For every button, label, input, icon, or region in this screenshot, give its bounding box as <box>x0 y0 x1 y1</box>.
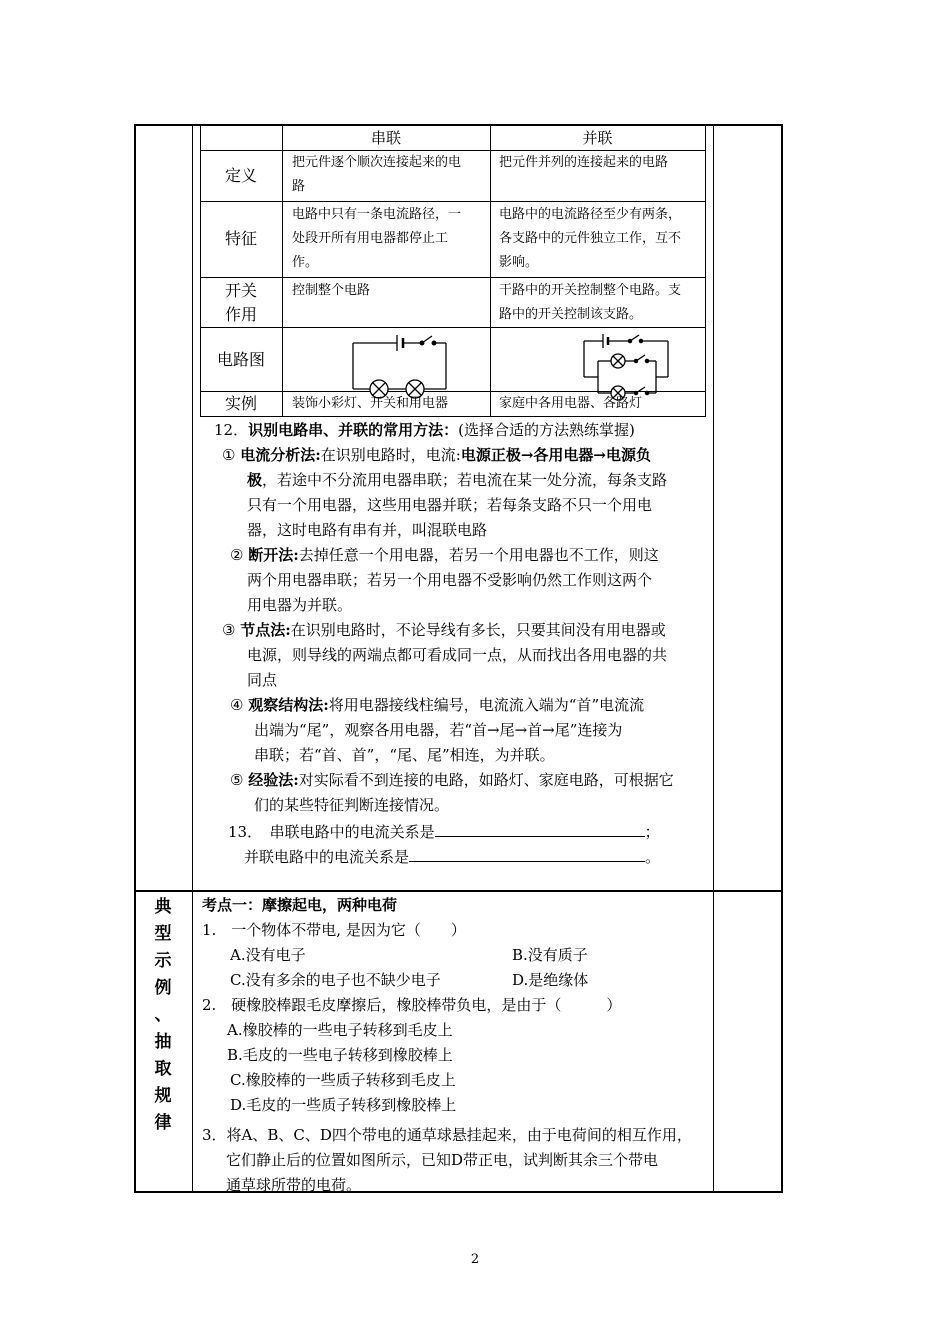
q13-series-text: 串联电路中的电流关系是 <box>269 823 435 841</box>
switch-parallel-l2: 路中的开关控制该支路。 <box>499 307 643 322</box>
method1-bold-path: 电源正极→各用电器→电源负 <box>460 446 651 464</box>
inner-divider-1 <box>282 124 283 416</box>
method1-text: ，若途中不分流用电器串联；若电流在某一处分流，每条支路 <box>262 471 668 489</box>
method1-line3: 只有一个用电器，这些用电器并联；若每条支路不只一个用电 <box>247 496 653 514</box>
side-label-char: 例 <box>154 978 172 998</box>
definition-series-l2: 路 <box>292 179 306 194</box>
method3-line3: 同点 <box>247 671 278 689</box>
header-parallel: 并联 <box>582 129 613 147</box>
methods-heading <box>214 418 635 442</box>
feature-series-l1: 电路中只有一条电流路径，一 <box>292 207 462 222</box>
q13-parallel-line <box>244 843 660 869</box>
method5-title: 经验法: <box>248 771 299 789</box>
side-label-char: 规 <box>154 1086 172 1106</box>
q13-parallel-blank[interactable] <box>409 843 645 862</box>
method2-line2: 两个用电器串联；若另一个用电器不受影响仍然工作则这两个 <box>247 571 653 589</box>
switch-parallel-l1: 干路中的开关控制整个电路。支 <box>499 283 682 298</box>
example-parallel: 家庭中各用电器、各路灯 <box>499 396 643 411</box>
example-series: 装饰小彩灯、开关和用电器 <box>292 396 449 411</box>
section2-heading: 考点一：摩擦起电，两种电荷 <box>202 896 398 914</box>
method5-text: 对实际看不到连接的电路，如路灯、家庭电路，可根据它 <box>298 771 674 789</box>
method2-line1 <box>230 543 659 567</box>
outer-left-border <box>134 124 136 1193</box>
feature-series-l3: 作。 <box>292 255 319 270</box>
methods-heading-number: 12． <box>214 421 249 439</box>
q1-stem: 1. 一个物体不带电, 是因为它（ ） <box>202 921 466 939</box>
q2-stem: 2. 硬橡胶棒跟毛皮摩擦后，橡胶棒带负电，是由于（ ） <box>202 996 622 1014</box>
inner-bottom-line <box>200 416 706 417</box>
q2-option-c[interactable]: C.橡胶棒的一些质子转移到毛皮上 <box>230 1071 456 1089</box>
method4-text: 将用电器接线柱编号，电流流入端为“首”电流流 <box>328 696 645 714</box>
method3-line2: 电源，则导线的两端点都可看成同一点，从而找出各用电器的共 <box>247 646 668 664</box>
method1-line2 <box>247 468 667 492</box>
side-label-char: 取 <box>154 1059 172 1079</box>
method1-text: 在识别电路时，电流: <box>320 446 461 464</box>
method5-line1 <box>230 768 674 792</box>
side-label-char: 示 <box>154 951 172 971</box>
side-label-char: 典 <box>154 897 172 917</box>
method2-number: ② <box>230 546 244 564</box>
row-label-definition: 定义 <box>224 166 257 185</box>
q13-parallel-text: 并联电路中的电流关系是 <box>244 848 410 866</box>
q2-option-b[interactable]: B.毛皮的一些电子转移到橡胶棒上 <box>227 1046 453 1064</box>
side-label-char: 、 <box>154 1005 172 1025</box>
method1-line1 <box>222 443 651 467</box>
q13-number: 13． <box>228 823 255 841</box>
side-label <box>143 894 183 1137</box>
methods-heading-note: (选择合适的方法熟练掌握) <box>458 421 635 439</box>
method1-title: 电流分析法: <box>240 446 321 464</box>
inner-right-border <box>705 124 706 416</box>
feature-parallel-l2: 各支路中的元件独立工作，互不 <box>499 231 682 246</box>
q2-option-d[interactable]: D.毛皮的一些质子转移到橡胶棒上 <box>230 1096 457 1114</box>
definition-series-l1: 把元件逐个顺次连接起来的电 <box>292 155 462 170</box>
q1-option-c[interactable]: C.没有多余的电子也不缺少电子 <box>230 971 441 989</box>
method4-title: 观察结构法: <box>248 696 329 714</box>
q1-option-d[interactable]: D.是绝缘体 <box>512 971 589 989</box>
row-label-example: 实例 <box>224 394 257 413</box>
q3-line2: 它们静止后的位置如图所示，已知D带正电，试判断其余三个带电 <box>226 1151 659 1169</box>
method4-number: ④ <box>230 696 244 714</box>
definition-parallel-l1: 把元件并列的连接起来的电路 <box>499 155 669 170</box>
header-series: 串联 <box>370 129 401 147</box>
row-label-switch-l1: 开关 <box>224 281 257 300</box>
method3-text: 在识别电路时，不论导线有多长，只要其间没有用电器或 <box>290 621 666 639</box>
switch-series-l1: 控制整个电路 <box>292 283 371 298</box>
side-label-char: 抽 <box>154 1032 172 1052</box>
method5-number: ⑤ <box>230 771 244 789</box>
feature-series-l2: 处段开所有用电器都停止工 <box>292 231 449 246</box>
outer-right-border <box>781 124 783 1193</box>
feature-parallel-l3: 影响。 <box>499 255 539 270</box>
method2-title: 断开法: <box>248 546 299 564</box>
method4-line3: 串联；若“首、首”，“尾、尾”相连，为并联。 <box>254 746 555 764</box>
feature-parallel-l1: 电路中的电流路径至少有两条， <box>499 207 682 222</box>
q13-series-end: ； <box>644 823 660 841</box>
method2-text: 去掉任意一个用电器，若另一个用电器也不工作，则这 <box>298 546 659 564</box>
outer-col-divider-1 <box>192 124 193 1193</box>
row-label-diagram: 电路图 <box>216 350 265 369</box>
q13-parallel-end: 。 <box>645 848 661 866</box>
q13-series-blank[interactable] <box>435 818 645 837</box>
method1-number: ① <box>222 446 236 464</box>
inner-row-line <box>200 277 706 278</box>
side-label-char: 型 <box>154 924 172 944</box>
q3-line3: 通草球所带的电荷。 <box>226 1176 362 1194</box>
method3-number: ③ <box>222 621 236 639</box>
methods-heading-title: 识别电路串、并联的常用方法： <box>248 421 459 439</box>
q1-option-a[interactable]: A.没有电子 <box>230 946 306 964</box>
q3-line1: 3．将A、B、C、D四个带电的通草球悬挂起来，由于电荷间的相互作用， <box>202 1126 692 1144</box>
row-label-feature: 特征 <box>224 229 257 248</box>
q2-option-a[interactable]: A.橡胶棒的一些电子转移到毛皮上 <box>227 1021 453 1039</box>
page-number: 2 <box>470 1252 480 1267</box>
method4-line1 <box>230 693 644 717</box>
method1-line4: 器，这时电路有串有并，叫混联电路 <box>247 521 488 539</box>
method2-line3: 用电器为并联。 <box>247 596 353 614</box>
series-circuit-diagram <box>340 327 460 402</box>
outer-row-divider <box>134 890 782 892</box>
outer-col-divider-2 <box>713 124 714 1193</box>
method4-line2: 出端为“尾”，观察各用电器，若“首→尾→首→尾”连接为 <box>254 721 623 739</box>
side-label-char: 律 <box>154 1113 172 1133</box>
q13-series-line <box>228 818 660 844</box>
inner-row-line <box>200 201 706 202</box>
method5-line2: 们的某些特征判断连接情况。 <box>254 796 450 814</box>
inner-divider-2 <box>490 124 491 416</box>
row-label-switch-l2: 作用 <box>224 305 257 324</box>
q1-option-b[interactable]: B.没有质子 <box>512 946 588 964</box>
method3-title: 节点法: <box>240 621 291 639</box>
method3-line1 <box>222 618 666 642</box>
method1-bold-end: 极 <box>247 471 263 489</box>
